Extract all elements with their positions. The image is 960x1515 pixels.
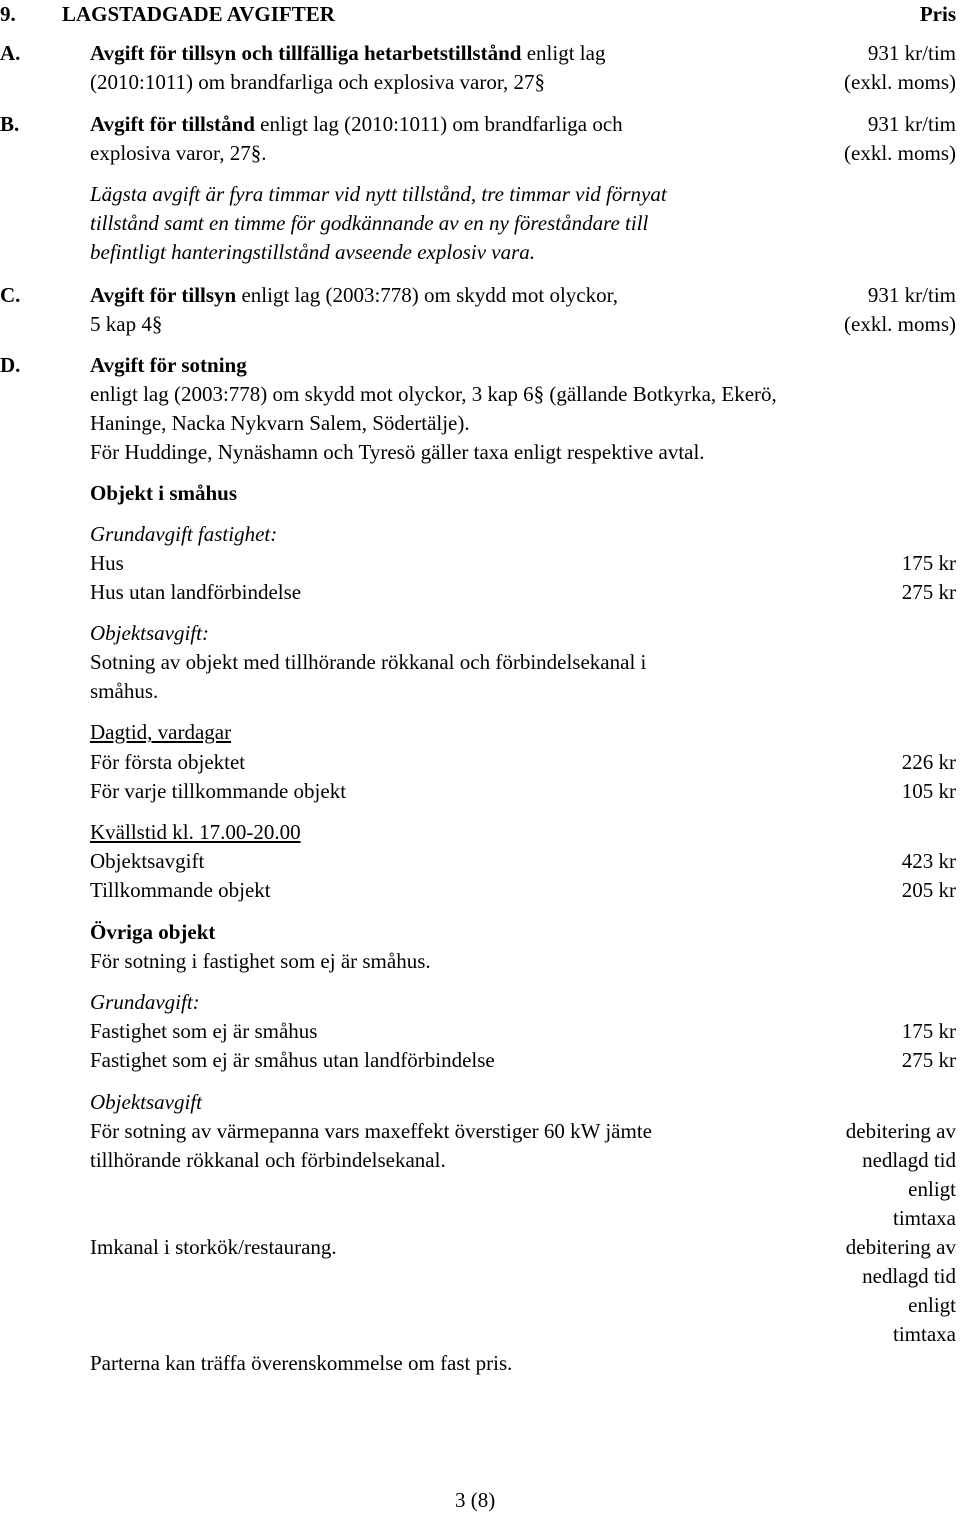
hus-price: 175 kr: [901, 551, 956, 575]
item-c-title: Avgift för tillsyn: [90, 283, 237, 307]
varmepanna-price-line-4: timtaxa: [893, 1206, 956, 1230]
smahus-objekt-line-2: småhus.: [90, 679, 159, 703]
item-letter-d: D.: [0, 353, 21, 377]
item-letter-b: B.: [0, 112, 20, 136]
kvallstid-heading: Kvällstid kl. 17.00-20.00: [90, 820, 301, 844]
item-b-price: 931 kr/tim: [867, 112, 956, 136]
section-title: LAGSTADGADE AVGIFTER: [62, 2, 335, 26]
imkanal-label: Imkanal i storkök/restaurang.: [90, 1235, 337, 1259]
item-d-line-3: För Huddinge, Nynäshamn och Tyresö gäller taxa enligt respektive avtal.: [90, 440, 705, 464]
item-b-note-line-2: tillstånd samt en timme för godkännande av en ny föreståndare till: [90, 211, 649, 235]
item-b-price-note: (exkl. moms): [844, 141, 956, 165]
item-b-line-1-rest: enligt lag (2010:1011) om brandfarliga och: [254, 112, 623, 136]
imkanal-price-line-2: nedlagd tid: [862, 1264, 956, 1288]
hus-utan-price: 275 kr: [901, 580, 956, 604]
item-c-line-2: 5 kap 4§: [90, 312, 163, 336]
item-b-line-1: [90, 110, 623, 139]
hus-label: Hus: [90, 551, 124, 575]
varmepanna-line-1: För sotning av värmepanna vars maxeffekt överstiger 60 kW jämte: [90, 1119, 652, 1143]
kvall-tillkommande-label: Tillkommande objekt: [90, 878, 271, 902]
ovriga-objektsavgift-heading: Objektsavgift: [90, 1090, 202, 1114]
hus-utan-label: Hus utan landförbindelse: [90, 580, 302, 604]
item-a-line-1-rest: enligt lag: [521, 41, 606, 65]
varje-tillkommande-label: För varje tillkommande objekt: [90, 779, 347, 803]
ovriga-heading: Övriga objekt: [90, 920, 216, 944]
kvall-objektsavgift-price: 423 kr: [901, 849, 956, 873]
fastighet-utan-price: 275 kr: [901, 1048, 956, 1072]
imkanal-price-line-1: debitering av: [845, 1235, 956, 1259]
fastighet-price: 175 kr: [901, 1019, 956, 1043]
item-b-line-2: explosiva varor, 27§.: [90, 141, 267, 165]
varje-tillkommande-price: 105 kr: [901, 779, 956, 803]
item-a-price-note: (exkl. moms): [844, 70, 956, 94]
imkanal-price-line-4: timtaxa: [893, 1322, 956, 1346]
varmepanna-line-2: tillhörande rökkanal och förbindelsekanal.: [90, 1148, 446, 1172]
item-d-line-1: enligt lag (2003:778) om skydd mot olyckor, 3 kap 6§ (gällande Botkyrka, Ekerö,: [90, 382, 777, 406]
ovriga-description: För sotning i fastighet som ej är småhus.: [90, 949, 431, 973]
kvall-objektsavgift-label: Objektsavgift: [90, 849, 205, 873]
forsta-objektet-price: 226 kr: [901, 750, 956, 774]
ovriga-grundavgift-heading: Grundavgift:: [90, 990, 200, 1014]
item-d-line-2: Haninge, Nacka Nykvarn Salem, Södertälje).: [90, 411, 470, 435]
smahus-grundavgift-heading: Grundavgift fastighet:: [90, 522, 278, 546]
smahus-objektsavgift-heading: Objektsavgift:: [90, 621, 209, 645]
smahus-objekt-line-1: Sotning av objekt med tillhörande rökkanal och förbindelsekanal i: [90, 650, 647, 674]
item-b-note-line-1: Lägsta avgift är fyra timmar vid nytt tillstånd, tre timmar vid förnyat: [90, 182, 667, 206]
item-letter-a: A.: [0, 41, 21, 65]
imkanal-price-line-3: enligt: [908, 1293, 956, 1317]
item-a-line-1: [90, 39, 605, 68]
item-c-line-1-rest: enligt lag (2003:778) om skydd mot olyckor,: [236, 283, 619, 307]
price-column-heading: Pris: [919, 2, 956, 26]
section-number: 9.: [0, 2, 16, 26]
fastighet-label: Fastighet som ej är småhus: [90, 1019, 318, 1043]
item-letter-c: C.: [0, 283, 21, 307]
forsta-objektet-label: För första objektet: [90, 750, 246, 774]
dagtid-heading: Dagtid, vardagar: [90, 720, 232, 744]
smahus-heading: Objekt i småhus: [90, 481, 238, 505]
item-a-title: Avgift för tillsyn och tillfälliga hetarbetstillstånd: [90, 41, 522, 65]
item-d-title: Avgift för sotning: [90, 353, 247, 377]
item-a-line-2: (2010:1011) om brandfarliga och explosiva varor, 27§: [90, 70, 546, 94]
item-c-price: 931 kr/tim: [867, 283, 956, 307]
varmepanna-price-line-3: enligt: [908, 1177, 956, 1201]
varmepanna-price-line-1: debitering av: [845, 1119, 956, 1143]
item-a-price: 931 kr/tim: [867, 41, 956, 65]
item-b-note-line-3: befintligt hanteringstillstånd avseende explosiv vara.: [90, 240, 536, 264]
varmepanna-price-line-2: nedlagd tid: [862, 1148, 956, 1172]
item-c-price-note: (exkl. moms): [844, 312, 956, 336]
parterna-note: Parterna kan träffa överenskommelse om fast pris.: [90, 1351, 513, 1375]
kvall-tillkommande-price: 205 kr: [901, 878, 956, 902]
page-number: 3 (8): [455, 1488, 496, 1512]
item-b-title: Avgift för tillstånd: [90, 112, 255, 136]
fastighet-utan-label: Fastighet som ej är småhus utan landförbindelse: [90, 1048, 495, 1072]
item-c-line-1: [90, 281, 618, 310]
